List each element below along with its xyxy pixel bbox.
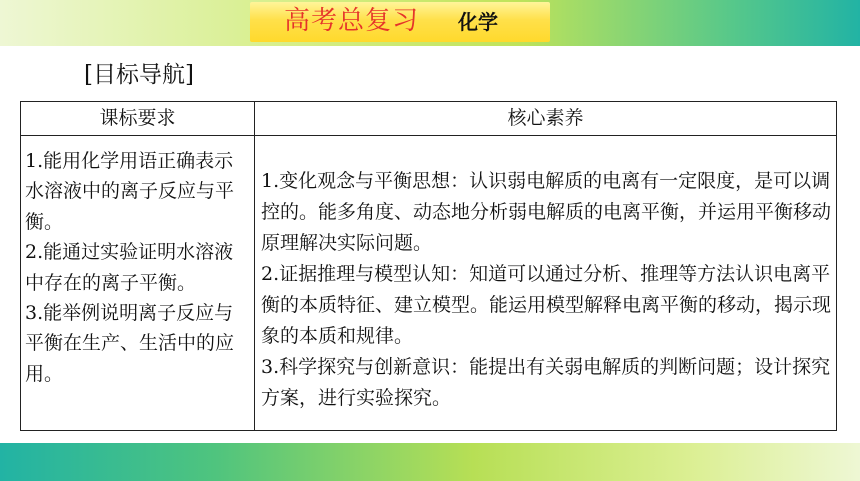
table-header-row xyxy=(21,102,836,136)
page-title: 高考总复习 xyxy=(284,6,420,36)
goals-table xyxy=(20,101,837,431)
curriculum-item: 1.能用化学用语正确表示水溶液中的离子反应与平衡。 xyxy=(25,150,235,233)
competency-item: 2.证据推理与模型认知：知道可以通过分析、推理等方法认识电离平衡的本质特征、建立模型。能运用模型解释电离平衡的移动，揭示现象的本质和规律。 xyxy=(261,263,832,347)
section-heading: [目标导航] xyxy=(84,62,194,88)
subject-label: 化学 xyxy=(458,10,498,34)
curriculum-item: 2.能通过实验证明水溶液中存在的离子平衡。 xyxy=(25,241,234,294)
bottom-banner xyxy=(0,443,860,481)
column-header-curriculum: 课标要求 xyxy=(99,107,176,129)
competency-cell xyxy=(261,166,833,414)
column-header-competency: 核心素养 xyxy=(507,107,584,129)
competency-item: 1.变化观念与平衡思想：认识弱电解质的电离有一定限度，是可以调控的。能多角度、动态地分析弱电解质的电离平衡，并运用平衡移动原理解决实际问题。 xyxy=(261,170,832,254)
competency-item: 3.科学探究与创新意识：能提出有关弱电解质的判断问题；设计探究方案，进行实验探究。 xyxy=(261,356,831,409)
curriculum-item: 3.能举例说明离子反应与平衡在生产、生活中的应用。 xyxy=(25,302,235,385)
column-divider xyxy=(254,102,255,430)
curriculum-cell xyxy=(25,146,251,389)
